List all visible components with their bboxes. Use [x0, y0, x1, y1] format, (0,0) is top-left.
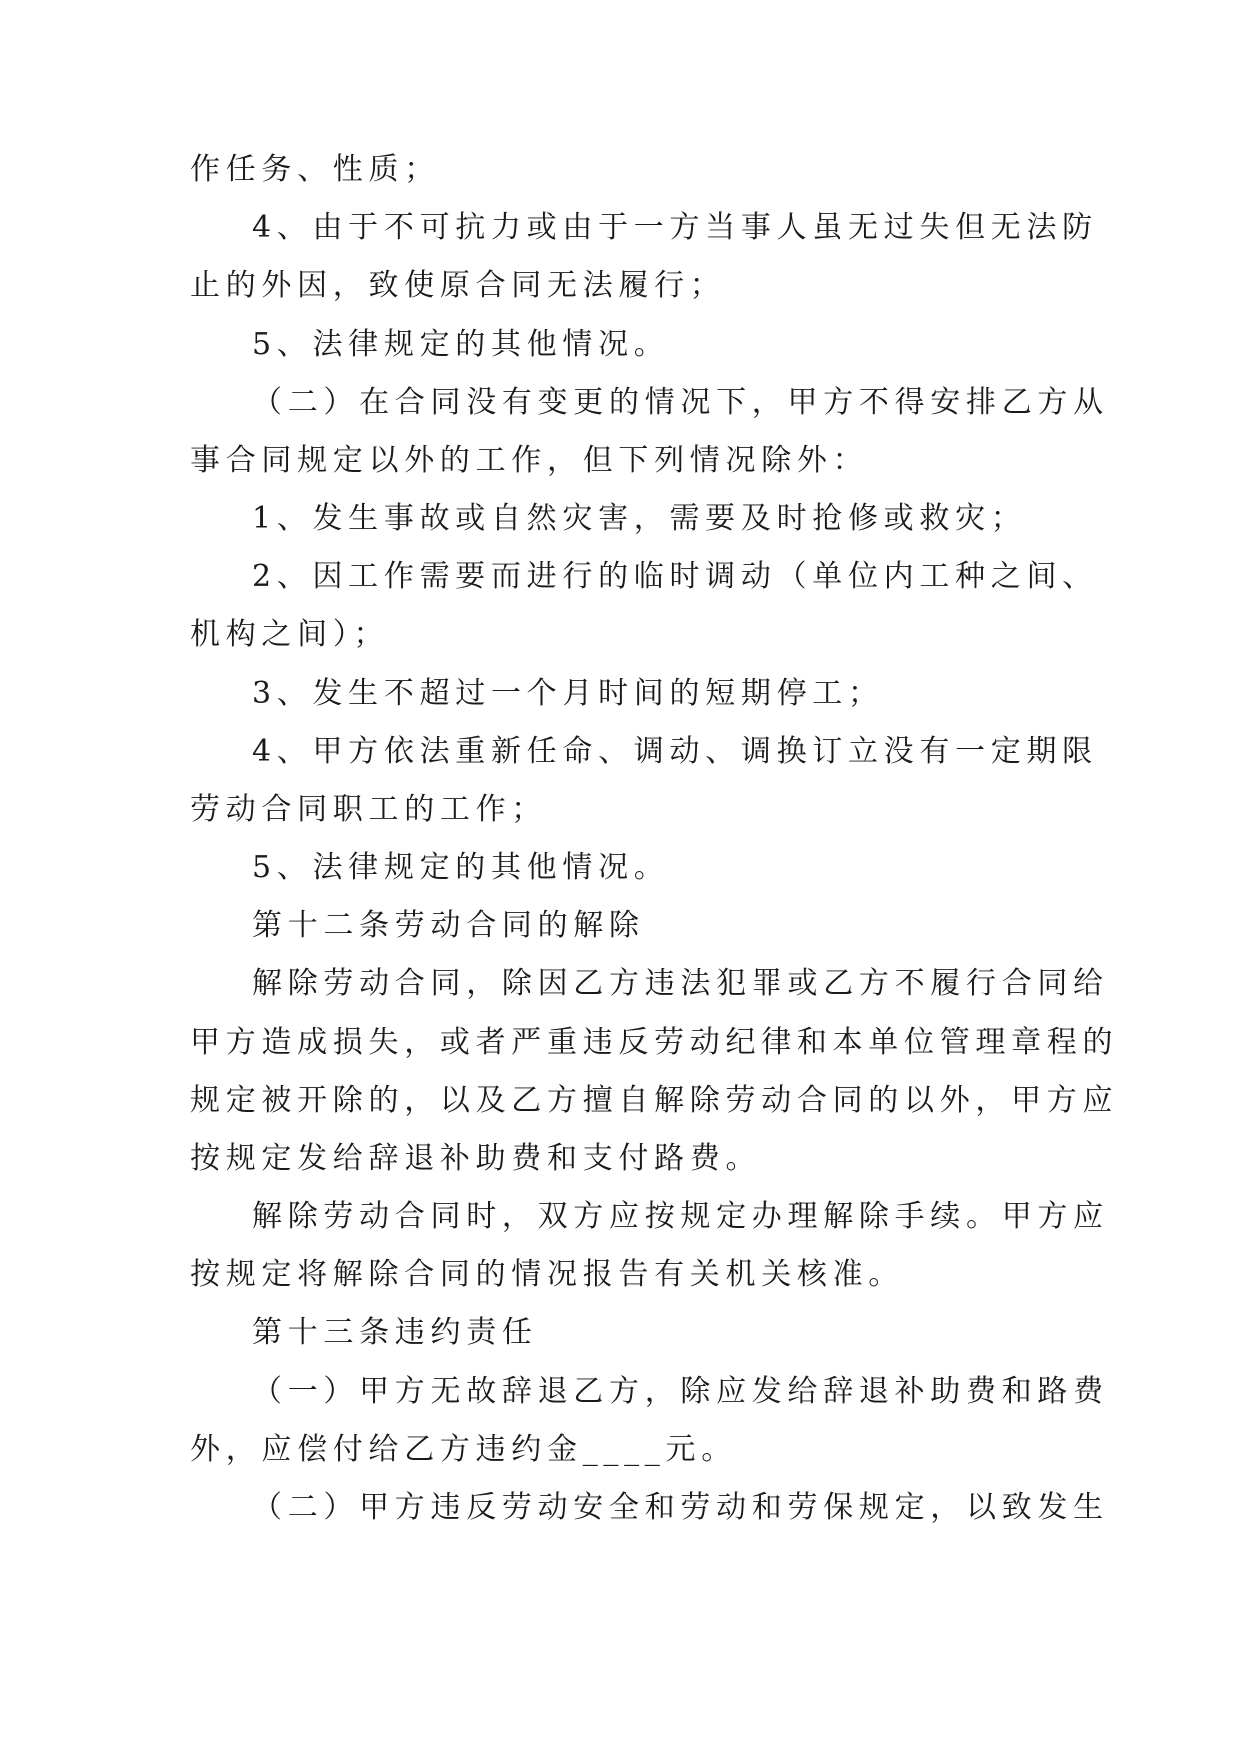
text-line: 4、由于不可抗力或由于一方当事人虽无过失但无法防	[252, 210, 1098, 245]
text-line: 解除劳动合同，除因乙方违法犯罪或乙方不履行合同给	[252, 966, 1109, 1001]
text-line: 劳动合同职工的工作；	[190, 792, 547, 827]
text-line: 止的外因，致使原合同无法履行；	[190, 268, 726, 303]
text-line: 按规定发给辞退补助费和支付路费。	[190, 1141, 762, 1176]
text-line: 规定被开除的，以及乙方擅自解除劳动合同的以外，甲方应	[190, 1083, 1119, 1118]
section-heading: 第十三条违约责任	[252, 1315, 538, 1350]
text-line: 解除劳动合同时，双方应按规定办理解除手续。甲方应	[252, 1199, 1109, 1234]
text-line: 5、法律规定的其他情况。	[252, 850, 670, 885]
text-line: 5、法律规定的其他情况。	[252, 327, 670, 362]
text-line: 1、发生事故或自然灾害，需要及时抢修或救灾；	[252, 501, 1027, 536]
section-heading: 第十二条劳动合同的解除	[252, 908, 645, 943]
text-line: 2、因工作需要而进行的临时调动（单位内工种之间、	[252, 559, 1098, 594]
text-line: （二）在合同没有变更的情况下，甲方不得安排乙方从	[252, 385, 1109, 420]
text-line: 事合同规定以外的工作，但下列情况除外：	[190, 443, 869, 478]
text-line: 外，应偿付给乙方违约金____元。	[190, 1432, 737, 1467]
text-line: 按规定将解除合同的情况报告有关机关核准。	[190, 1257, 904, 1292]
text-line: 4、甲方依法重新任命、调动、调换订立没有一定期限	[252, 734, 1098, 769]
text-line: 作任务、性质；	[190, 152, 440, 187]
text-line: 机构之间）；	[190, 617, 390, 652]
text-line: 甲方造成损失，或者严重违反劳动纪律和本单位管理章程的	[190, 1025, 1119, 1060]
text-line: （一）甲方无故辞退乙方，除应发给辞退补助费和路费	[252, 1374, 1109, 1409]
text-line: （二）甲方违反劳动安全和劳动和劳保规定，以致发生	[252, 1490, 1109, 1525]
text-line: 3、发生不超过一个月时间的短期停工；	[252, 676, 884, 711]
